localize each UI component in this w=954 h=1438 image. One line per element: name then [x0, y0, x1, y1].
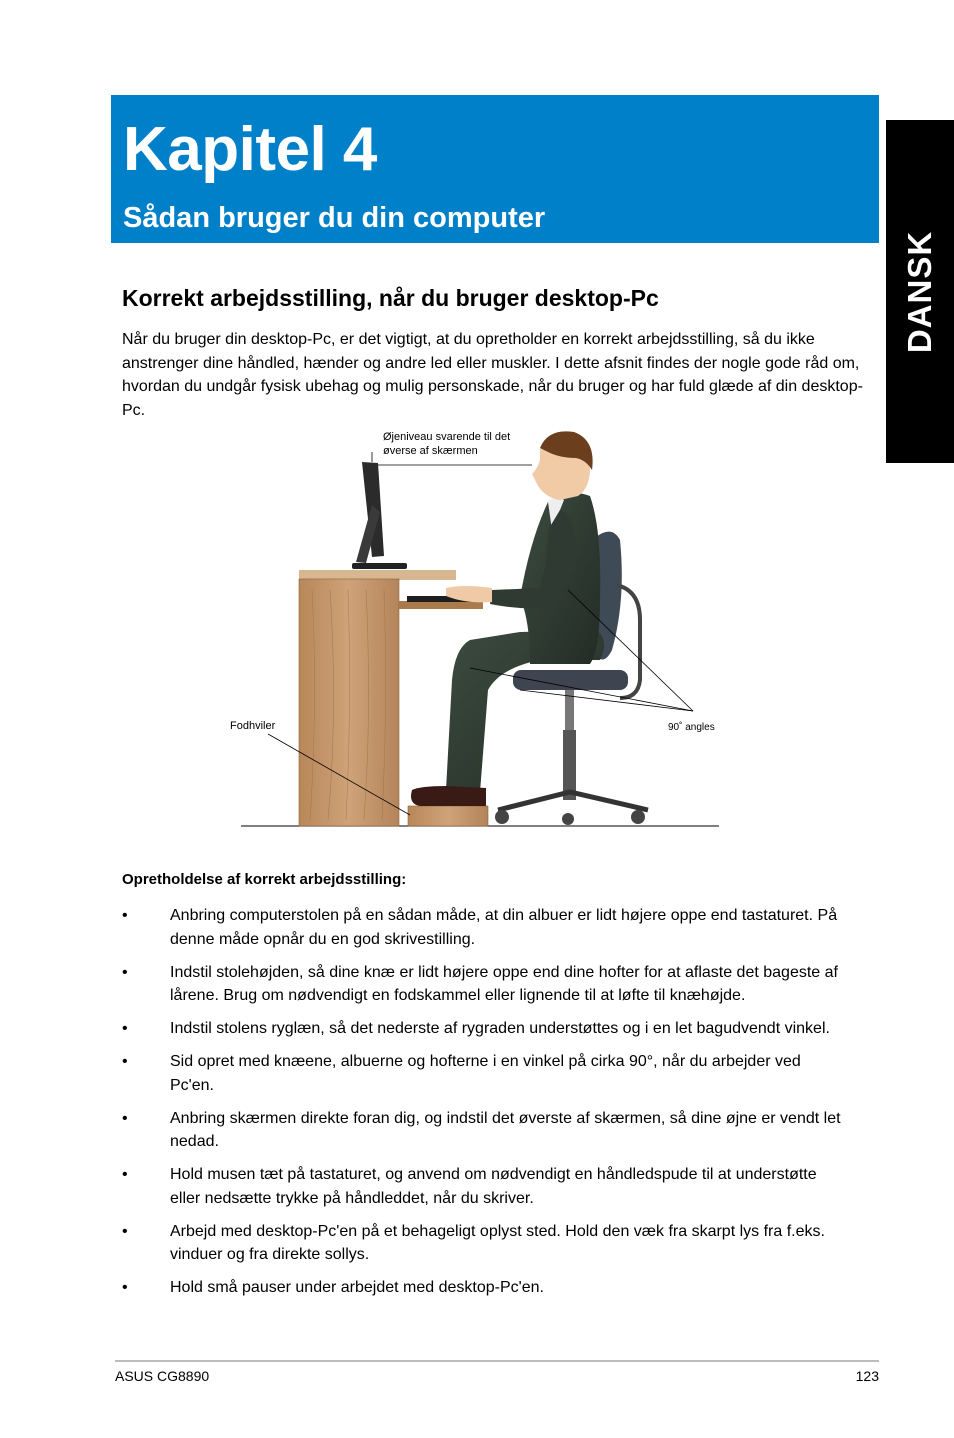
tip-text: Anbring skærmen direkte foran dig, og indstil det øverste af skærmen, så dine øjne er vendt let nedad.	[170, 1109, 841, 1150]
tip-text: Indstil stolens ryglæn, så det nederste af rygraden understøttes og i en let bagudvendt vinkel.	[170, 1020, 830, 1037]
list-item	[122, 1017, 842, 1041]
list-item	[122, 1163, 842, 1210]
tips-list	[122, 904, 842, 1309]
chapter-subtitle: Sådan bruger du din computer	[123, 202, 546, 234]
tip-text: Hold musen tæt på tastaturet, og anvend om nødvendigt en håndledspude til at understøtte eller nedsætte trykke på håndleddet, når du skriver.	[170, 1166, 817, 1207]
bullet: •	[122, 1222, 128, 1240]
list-item	[122, 1220, 842, 1267]
list-item	[122, 904, 842, 951]
tip-text: Anbring computerstolen på en sådan måde, at din albuer er lidt højere oppe end tastaturet. På denne måde opnår du en god skrivestilling.	[170, 907, 838, 948]
tip-text: Sid opret med knæene, albuerne og hofterne i en vinkel på cirka 90°, når du arbejder ved Pc'en.	[170, 1053, 801, 1094]
tip-text: Indstil stolehøjden, så dine knæ er lidt højere oppe end dine hofter for at aflaste det bageste af lårene. Brug om nødvendigt en fodskammel eller lignende til at løfte til knæhøjde.	[170, 963, 838, 1004]
footer-divider	[115, 1360, 879, 1362]
seated-person	[411, 431, 604, 806]
desk	[299, 570, 483, 826]
bullet: •	[122, 963, 128, 981]
office-chair	[495, 532, 648, 825]
list-item	[122, 1107, 842, 1154]
bullet: •	[122, 907, 128, 924]
bullet: •	[122, 1279, 128, 1296]
keyboard	[407, 596, 477, 602]
bullet: •	[122, 1166, 128, 1183]
footrest-label: Fodhviler	[230, 720, 276, 732]
footer-page-number: 123	[855, 1368, 879, 1384]
callout-lines	[268, 452, 693, 815]
chapter-title: Kapitel 4	[123, 115, 377, 184]
footrest	[408, 806, 488, 826]
eye-level-label: Øjeniveau svarende til det øverse af skærmen	[383, 431, 511, 457]
list-item	[122, 1276, 842, 1300]
language-tab-label: DANSK	[901, 230, 938, 353]
bullet: •	[122, 1020, 128, 1037]
chapter-banner	[111, 95, 879, 243]
list-item	[122, 1050, 842, 1097]
footer-product: ASUS CG8890	[115, 1368, 210, 1384]
tip-text: Arbejd med desktop-Pc'en på et behageligt oplyst sted. Hold den væk fra skarpt lys fra f.eks. vinduer og fra direkte sollys.	[170, 1222, 825, 1263]
monitor	[352, 462, 407, 569]
angles-label: 90˚ angles	[668, 722, 715, 733]
intro-paragraph: Når du bruger din desktop-Pc, er det vigtigt, at du opretholder en korrekt arbejdsstilling, så du ikke anstrenger dine håndled, hænder og andre led eller muskler. I dette afsnit findes der nogle gode råd om, hvordan du undgår fysisk ubehag og mulig personskade, når du bruger og har fuld glæde af din desktop-Pc.	[122, 331, 863, 419]
section-heading: Korrekt arbejdsstilling, når du bruger desktop-Pc	[122, 285, 659, 311]
tips-heading: Opretholdelse af korrekt arbejdsstilling:	[122, 871, 407, 888]
bullet: •	[122, 1053, 128, 1070]
list-item	[122, 961, 842, 1008]
bullet: •	[122, 1109, 128, 1127]
tip-text: Hold små pauser under arbejdet med desktop-Pc'en.	[170, 1279, 544, 1296]
language-tab	[886, 120, 954, 463]
